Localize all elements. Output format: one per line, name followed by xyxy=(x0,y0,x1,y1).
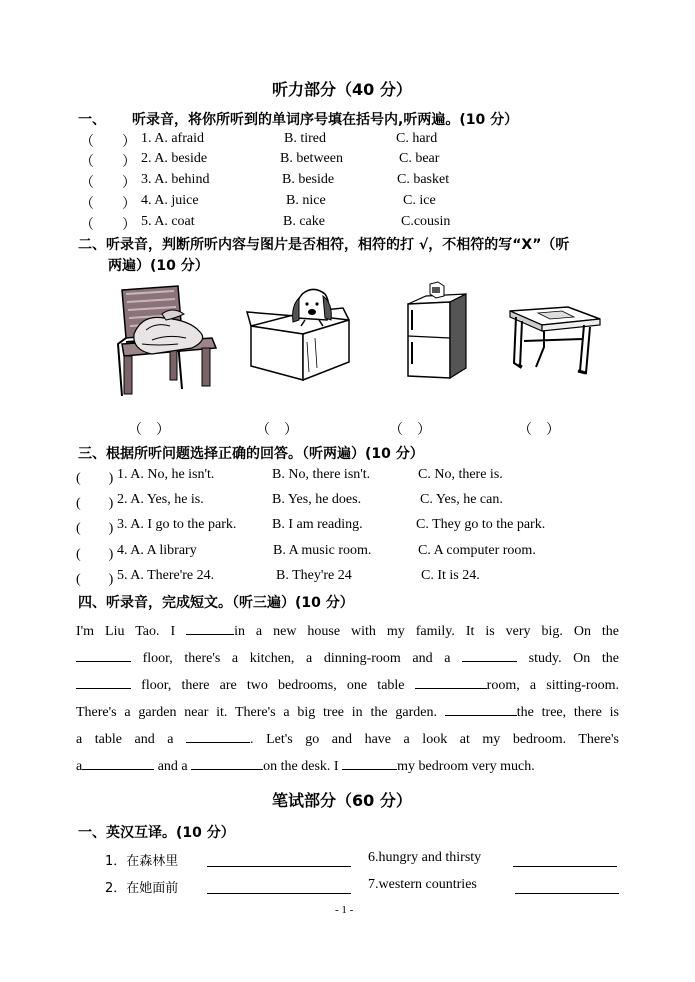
s1-item5-c: C.cousin xyxy=(401,214,451,229)
s3-item1-c: C. No, there is. xyxy=(418,467,503,482)
s3-item4-a: 4. A. A library xyxy=(117,543,197,558)
s3-item4-b: B. A music room. xyxy=(273,543,372,558)
s1-item3-paren: （ ） xyxy=(80,176,136,191)
translate-item7-right: 7.western countries xyxy=(368,877,477,892)
s1-item3-c: C. basket xyxy=(397,172,450,187)
cloze-blank-6[interactable] xyxy=(445,701,517,716)
s1-item2-a: 2. A. beside xyxy=(141,151,208,166)
cloze-blank-8[interactable] xyxy=(82,755,154,770)
s3-item2-c: C. Yes, he can. xyxy=(420,492,503,507)
s3-item4-c: C. A computer room. xyxy=(418,543,536,558)
translate-item2-left: 2．在她面前 xyxy=(105,881,179,896)
s1-item5-b: B. cake xyxy=(283,214,325,229)
section4-heading: 四、听录音，完成短文。（听三遍）(10 分） xyxy=(78,595,354,611)
s3-item3-c: C. They go to the park. xyxy=(416,517,546,532)
translate-item7-answer-line[interactable] xyxy=(515,893,619,894)
s3-item1-a: 1. A. No, he isn't. xyxy=(117,467,215,482)
s3-item3-paren: ( ) xyxy=(76,521,114,536)
s1-item1-c: C. hard xyxy=(396,131,438,146)
writing-section1-heading: 一、英汉互译。(10 分） xyxy=(78,825,235,841)
translate-item2-left-answer-line[interactable] xyxy=(207,893,351,894)
cloze-blank-4[interactable] xyxy=(76,674,131,689)
s3-item4-paren: ( ) xyxy=(76,547,114,562)
s1-item1-a: 1. A. afraid xyxy=(141,131,204,146)
s3-item5-paren: ( ) xyxy=(76,572,114,587)
cloze-blank-5[interactable] xyxy=(415,674,487,689)
chair-picture xyxy=(112,284,220,396)
desk-picture xyxy=(508,305,604,377)
s3-item2-b: B. Yes, he does. xyxy=(272,492,362,507)
picture4-answer-paren: （ ） xyxy=(518,423,560,438)
section1-heading: 听录音，将你所听到的单词序号填在括号内,听两遍。(10 分） xyxy=(132,112,519,128)
section2-heading-line2: 两遍）(10 分） xyxy=(108,258,209,274)
dog-in-box-picture xyxy=(245,286,353,382)
s3-item1-b: B. No, there isn't. xyxy=(272,467,371,482)
picture1-answer-paren: （ ） xyxy=(128,423,170,438)
cloze-line3: floor, there are two bedrooms, one table room, a sitting-room. xyxy=(76,674,619,694)
s3-item5-c: C. It is 24. xyxy=(421,568,480,583)
translate-item6-answer-line[interactable] xyxy=(513,866,617,867)
cloze-blank-1[interactable] xyxy=(186,620,234,635)
section3-heading: 三、根据所听问题选择正确的回答。（听两遍）(10 分） xyxy=(78,446,424,462)
s3-item3-a: 3. A. I go to the park. xyxy=(117,517,237,532)
cloze-blank-10[interactable] xyxy=(342,755,397,770)
translate-item1-left: 1．在森林里 xyxy=(105,854,179,869)
writing-title: 笔试部分（60 分） xyxy=(272,791,412,810)
s3-item2-paren: ( ) xyxy=(76,496,114,511)
s1-item4-a: 4. A. juice xyxy=(141,193,199,208)
s1-item2-c: C. bear xyxy=(399,151,440,166)
picture3-answer-paren: （ ） xyxy=(389,423,431,438)
section2-heading-line1: 二、听录音，判断所听内容与图片是否相符，相符的打 √，不相符的写“X”（听 xyxy=(78,237,570,253)
s1-item2-b: B. between xyxy=(280,151,343,166)
s3-item3-b: B. I am reading. xyxy=(272,517,363,532)
cloze-line1: I'm Liu Tao. I in a new house with my family. It is very big. On the xyxy=(76,620,619,640)
s1-item3-b: B. beside xyxy=(282,172,335,187)
s3-item5-b: B. They're 24 xyxy=(276,568,352,583)
picture2-answer-paren: （ ） xyxy=(256,423,298,438)
s1-item4-paren: （ ） xyxy=(80,197,136,212)
section1-number: 一、 xyxy=(78,112,106,128)
s1-item4-c: C. ice xyxy=(403,193,436,208)
listening-title: 听力部分（40 分） xyxy=(272,80,412,99)
cloze-line5: a table and a . Let's go and have a look at my bedroom. There's xyxy=(76,728,619,748)
cloze-blank-2[interactable] xyxy=(76,647,131,662)
cloze-line6: a and a on the desk. I my bedroom very much. xyxy=(76,755,535,775)
translate-item1-left-answer-line[interactable] xyxy=(207,866,351,867)
cloze-blank-9[interactable] xyxy=(191,755,263,770)
s3-item5-a: 5. A. There're 24. xyxy=(117,568,215,583)
cloze-line4: There's a garden near it. There's a big tree in the garden. the tree, there is xyxy=(76,701,619,721)
cloze-blank-7[interactable] xyxy=(186,728,250,743)
s1-item1-b: B. tired xyxy=(284,131,326,146)
s1-item5-paren: （ ） xyxy=(80,218,136,233)
s1-item3-a: 3. A. behind xyxy=(141,172,210,187)
s3-item1-paren: ( ) xyxy=(76,471,114,486)
page-number: - 1 - xyxy=(335,904,354,916)
s1-item4-b: B. nice xyxy=(286,193,326,208)
s1-item2-paren: （ ） xyxy=(80,155,136,170)
cloze-blank-3[interactable] xyxy=(462,647,517,662)
fridge-picture xyxy=(404,280,470,380)
s1-item1-paren: （ ） xyxy=(80,135,136,150)
translate-item6-right: 6.hungry and thirsty xyxy=(368,850,482,865)
s1-item5-a: 5. A. coat xyxy=(141,214,195,229)
cloze-line2: floor, there's a kitchen, a dinning-room and a study. On the xyxy=(76,647,619,667)
s3-item2-a: 2. A. Yes, he is. xyxy=(117,492,204,507)
